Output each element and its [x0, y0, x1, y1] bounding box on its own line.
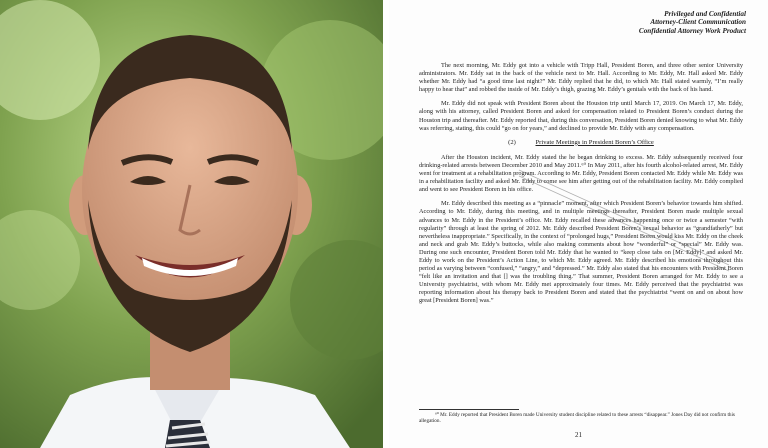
document-page	[389, 0, 768, 448]
section-title: Private Meetings in President Boren’s Office	[535, 138, 654, 146]
confidentiality-header	[639, 10, 746, 35]
paragraph-1: The next morning, Mr. Eddy got into a vehicle with Tripp Hall, President Boren, and three other senior University administrators. Mr. Eddy sat in the back of the vehicle next to Mr. Hall. According to Mr. Eddy, Mr. Hall asked Mr. Eddy whether Mr. Eddy had “a good time last night?” Mr. Eddy replied that he did, to which Mr. Hall stated warmly, “I’m really happy to hear that” and robbed the inside of Mr. Eddy’s thigh, grazing Mr. Eddy’s genitals with the back of his hand.	[419, 62, 743, 94]
section-heading	[419, 139, 743, 147]
page-number: 21	[575, 431, 582, 439]
paragraph-3: After the Houston incident, Mr. Eddy stated the he began drinking to excess. Mr. Eddy subsequently received four drinking-related arrests between December 2010 and May 2011.⁶⁰ In May 2011, after his fourth alcohol-related arrest, Mr. Eddy went for treatment at a rehabilitation program. According to Mr. Eddy, President Boren contacted Mr. Eddy while Mr. Eddy was in a rehabilitation facility and asked Mr. Eddy to come see him after getting out of the rehabilitation facility. Mr. Eddy complied and went to see President Boren in his office.	[419, 153, 743, 194]
footnote-60: ⁶⁰ Mr. Eddy reported that President Boren made University student discipline related to these arrests “disappear.” Jones Day did not confirm this allegation.	[419, 412, 735, 425]
header-line-3: Confidential Attorney Work Product	[638, 26, 746, 35]
smiling-bearded-man-icon	[0, 0, 383, 448]
footnote-rule	[419, 409, 519, 410]
header-line-2: Attorney-Client Communication	[650, 18, 746, 27]
paragraph-4: Mr. Eddy described this meeting as a “pinnacle” moment, after which President Boren’s behavior towards him shifted. According to Mr. Eddy, during this meeting, and in multiple meetings thereafter, President Boren made multiple sexual advances to Mr. Eddy in the President’s office. Mr. Eddy recalled these advances happening once or twice a semester “with regularity” through at least the spring of 2012. Mr. Eddy described President Boren’s sexual behavior as “grandfatherly” but nevertheless inappropriate.” Specifically, in the context of “prolonged hugs,” President Boren would kiss Mr. Eddy on the cheek and neck and grab Mr. Eddy’s buttocks, while also making comments about how “wonderful” or “special” Mr. Eddy was. During one such encounter, President Boren told Mr. Eddy that he wanted to “keep close tabs on [Mr. Eddy]” and asked Mr. Eddy to work on the President’s Action Line, to which Mr. Eddy agreed. Mr. Eddy described his emotions throughout this period as varying between “confused,” “angry,” and “depressed.” Mr. Eddy also stated that his encounters with President Boren “felt like an invitation and that [] was the troubling thing.” That summer, President Boren arranged for Mr. Eddy to see a University psychiatrist, with whom Mr. Eddy met approximately four times. Mr. Eddy perceived that the psychiatrist was reporting information about his therapy back to President Boren and stated that the psychiatrist “went on and on about how great [President Boren] was.”	[419, 200, 743, 305]
portrait-photo	[0, 0, 383, 448]
header-line-1: Privileged and Confidential	[664, 10, 746, 18]
paragraph-2: Mr. Eddy did not speak with President Boren about the Houston trip until March 17, 2019. On March 17, Mr. Eddy, along with his attorney, called President Boren and asked for compensation related to President Boren’s conduct during the Houston trip and thereafter. Mr. Eddy reported that, during this conversation, President Boren denied knowing to what Mr. Eddy was referring, stating, this could “go on for years,” and declined to provide Mr. Eddy with any compensation.	[419, 100, 743, 132]
document-body	[419, 62, 743, 312]
section-number: (2)	[508, 138, 516, 146]
